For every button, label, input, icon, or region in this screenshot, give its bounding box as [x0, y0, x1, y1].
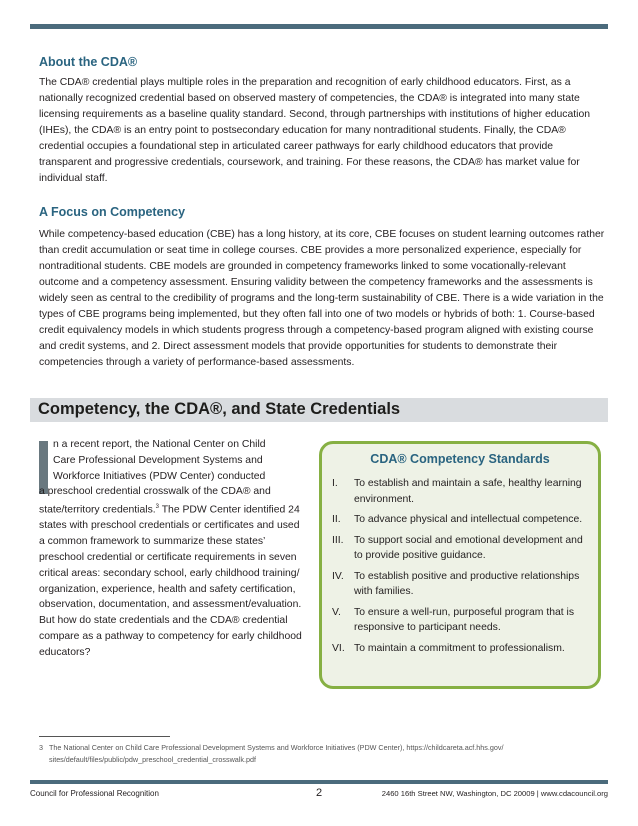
lead-paragraph — [39, 437, 302, 661]
bottom-rule — [30, 780, 608, 784]
standard-item — [332, 569, 594, 600]
focus-heading: A Focus on Competency — [39, 205, 186, 219]
lead-line-2: Care Professional Development Systems and — [53, 454, 263, 466]
standard-number: I. — [332, 478, 338, 489]
lead-rest-a: a preschool credential crosswalk of the CDA® and state/territory credentials. — [39, 486, 271, 516]
focus-paragraph: While competency-based education (CBE) has a long history, at its core, CBE focuses on student learning outcomes rather than credit accumulation or seat time in college courses. CBE provides a more personalized experience, especially for nontraditional students. CBE models are grounded in competency frameworks linked to some vocationally-relevant outcome and a competency assessment. Ensuring validity between the competency frameworks and the assessments is widely seen as central to the credibility of programs and the long-term sustainability of CBE. There is a wide variation in the types of CBE programs being implemented, but they often fall into one of two models or hybrids of both: 1. Course-based credit equivalency models in which students progress through a competency-based program aligned with existing course and credit systems, and 2. Direct assessment models that provide opportunities for students to demonstrate their competencies through a variety of performance-based assessments. — [39, 229, 605, 368]
footer-address: 2460 16th Street NW, Washington, DC 20009 | www.cdacouncil.org — [381, 789, 608, 798]
standard-text: To establish positive and productive relationships with families. — [354, 570, 580, 597]
standard-number: III. — [332, 534, 344, 546]
standard-item — [332, 605, 594, 636]
standard-text: To advance physical and intellectual competence. — [354, 514, 583, 525]
standard-item — [332, 533, 594, 564]
standard-item — [332, 641, 594, 657]
standard-item — [332, 476, 594, 507]
footnote-ref: 3 — [155, 504, 159, 511]
footnote-number: 3 — [39, 743, 43, 752]
footnote-rule — [39, 736, 170, 737]
section-band — [30, 398, 608, 422]
footnote-url: sites/default/files/public/pdw_preschool_credential_crosswalk.pdf — [49, 755, 256, 764]
standard-number: V. — [332, 606, 341, 618]
lead-line-3: Workforce Initiatives (PDW Center) conducted — [53, 470, 266, 482]
standards-title: CDA® Competency Standards — [370, 452, 550, 466]
standard-text: To maintain a commitment to professionalism. — [354, 642, 565, 654]
top-rule — [30, 24, 608, 29]
lead-rest-b: The PDW Center identified 24 states with preschool credentials or certificates and used a common framework to summarize these states’ preschool credential or certificate requirements in seven critical areas: secondary school, early childhood training/ organization, experience, health and safety certification, observation, documentation, and assessment/evaluation. But how do state credentials and the CDA® credential compare as a pathway to competency for early childhood educators? — [39, 504, 302, 658]
footnote — [39, 742, 605, 766]
footnote-text: The National Center on Child Care Professional Development Systems and Workforce Initiatives (PDW Center), https://childcareta.acf.hhs.gov/ — [49, 743, 504, 752]
standard-number: II. — [332, 514, 341, 525]
competency-standards-box — [319, 441, 601, 689]
section-title: Competency, the CDA®, and State Credentials — [38, 400, 401, 418]
standard-text: To establish and maintain a safe, healthy learning environment. — [354, 478, 582, 505]
lead-line-1: n a recent report, the National Center on Child — [53, 439, 266, 450]
standards-list — [332, 476, 594, 661]
standard-number: VI. — [332, 642, 345, 654]
standard-item — [332, 512, 594, 528]
page-number: 2 — [316, 787, 323, 799]
standard-text: To ensure a well-run, purposeful program that is responsive to participant needs. — [354, 606, 575, 633]
about-paragraph: The CDA® credential plays multiple roles in the preparation and recognition of early childhood educators. First, as a nationally recognized credential based on observed mastery of competencies, the CDA® is integrated into many state licensing requirements as a baseline quality standard. Second, through partnerships with institutions of higher education (IHEs), the CDA® is an entry point to postsecondary education for many nontraditional students. Finally, the CDA® credential occupies a foundational step in articulated career pathways for early childhood educators that provide transparent and progressive credentials, coursework, and training. For these reasons, the CDA® has market value for individual staff. — [39, 77, 591, 184]
about-heading: About the CDA® — [39, 55, 138, 69]
standard-number: IV. — [332, 570, 344, 582]
footer-org: Council for Professional Recognition — [30, 789, 159, 798]
standard-text: To support social and emotional development and to provide positive guidance. — [354, 534, 583, 561]
